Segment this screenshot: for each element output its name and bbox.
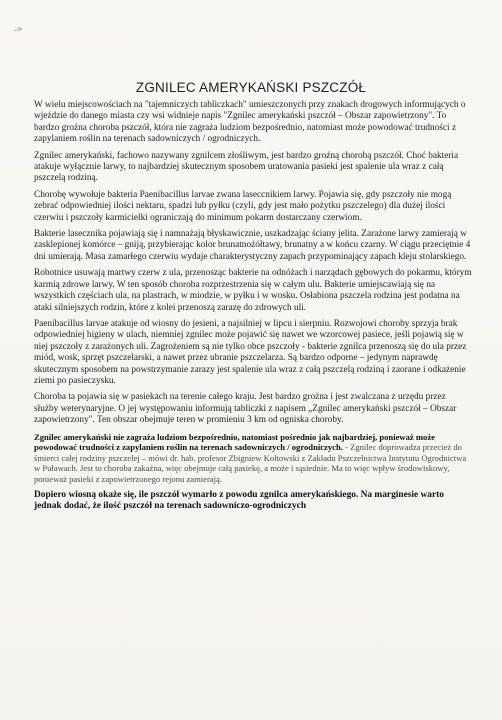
final-bold-paragraph: Dopiero wiosną okaże się, ile pszczół wymarło z powodu zgnilca amerykańskiego. Na marginesie warto jednak dodać, że ilość pszczół na terenach sadowniczo-ogrodniczych [34, 489, 444, 512]
paragraph-4: Bakterie lasecznika pojawiają się i namnażają błyskawicznie, uszkadzając ściany jelita. Zarażone larwy zamierają w zasklepionej komórce – gniją, przybierając kolor brunatnożółtawy, brunatny a w końcu czarny. W ciągu przeciętnie 4 dni umierają. Masa zamarłego czerwiu wydaje charakterystyczny zapach przypominający zapach kleju stolarskiego. [34, 229, 471, 262]
corner-mark: -» [12, 23, 24, 35]
paragraph-6: Paenibacillus larvae atakuje od wiosny do jesieni, a najsilniej w lipcu i sierpniu. Rozwojowi choroby sprzyja brak odpowiedniej higieny w ulach, niemniej zgnilec może pojawić się nawet we wzorcowej pasiece, jeśli pojawią się w niej pszczoły z zarażonych uli. Zagrożeniem są nie tylko obce pszczoły - bakterie zgnilca przenoszą się do ula przez miód, wosk, sprzęt pszczelarski, a nawet przez ubranie pszczelarza. Są bardzo odporne – jedynym naprawdę skutecznym sposobem na powstrzymanie zarazy jest spalenie ula wraz z całą pszczelą rodziną i zaorane i odkażenie ziemi po pasieczysku. [34, 318, 467, 386]
quote-paragraph [34, 432, 472, 485]
paragraph-5: Robotnice usuwają martwy czerw z ula, przenosząc bakterie na odnóżach i narządach gębowych do pokarmu, którym karmią zdrowe larwy. W ten sposób choroba rozprzestrzenia się w całym ulu. Bakterie umiejscawiają się na wszystkich częściach ula, na plastrach, w miodzie, w pyłku i w wosku. Osłabiona pszczela rodzina jest podatna na ataki silniejszych rodzin, które z kolei przenoszą zarazę do zdrowych uli. [34, 268, 472, 313]
paragraph-7: Choroba ta pojawia się w pasiekach na terenie całego kraju. Jest bardzo groźna i jest zwalczana z urzędu przez służby weterynaryjne. O jej występowaniu informują tabliczki z napisem „Zgnilec amerykański pszczół – Obszar zapowietrzony". Ten obszar obejmuje teren w promieniu 3 km od ogniska choroby. [34, 392, 457, 426]
page-title: ZGNILEC AMERYKAŃSKI PSZCZÓŁ [135, 80, 367, 95]
paragraph-3: Chorobę wywołuje bakteria Paenibacillus larvae zwana laseccnikiem larwy. Pojawia się, gdy pszczoły nie mogą zebrać odpowiedniej ilości nektaru, spadzi lub pyłku (czyli, gdy jest mało pożytku pszczelego) dla dużej ilości czerwiu i pszczoły karmicielki ograniczają do minimum pokarm dostarczany czerwiom. [34, 189, 452, 223]
paragraph-1: W wielu miejscowościach na "tajemniczych tabliczkach" umieszczonych przy znakach drogowych informujących o wjeździe do danego miasta czy wsi widnieje napis "Zgnilec amerykański pszczół – Obszar zapowietrzony". To bardzo groźna choroba pszczół, która nie zagraża ludziom bezpośrednio, natomiast może powodować trudności z zapylaniem roślin na terenach sadowniczych / ogrodniczych. [34, 100, 466, 145]
document-body [34, 100, 472, 518]
paragraph-2: Zgnilec amerykański, fachowo nazywany zgnilcem złośliwym, jest bardzo groźną chorobą pszczół. Choć bakteria atakuje wyłącznie larwy, to najbardziej skutecznym sposobem uratowania pasieki jest spalenie ula wraz z całą pszczelą rodziną. [34, 150, 459, 184]
bold-intro: Zgnilec amerykański nie zagraża ludziom bezpośrednio, natomiast pośrednio jak najbardziej, ponieważ może powodować trudności z zapylaniem roślin na terenach sadowniczych / ogrodniczych. [34, 431, 435, 453]
quote-text: - Zgnilec doprowadza przecież do śmierci całej rodziny pszczelej – mówi dr. hab. profesor Zbigniew Kołtowski z Zakładu Pszczelnictwa Instytutu Ogrodnictwa w Puławach. Jest to choroba zakaźna, więc obejmuje całą pasiekę, a może i sąsiednie. Ma to więc wpływ środowiskowy, ponieważ pasieki z zapowietrzonego rejonu zamierają. [34, 442, 467, 484]
